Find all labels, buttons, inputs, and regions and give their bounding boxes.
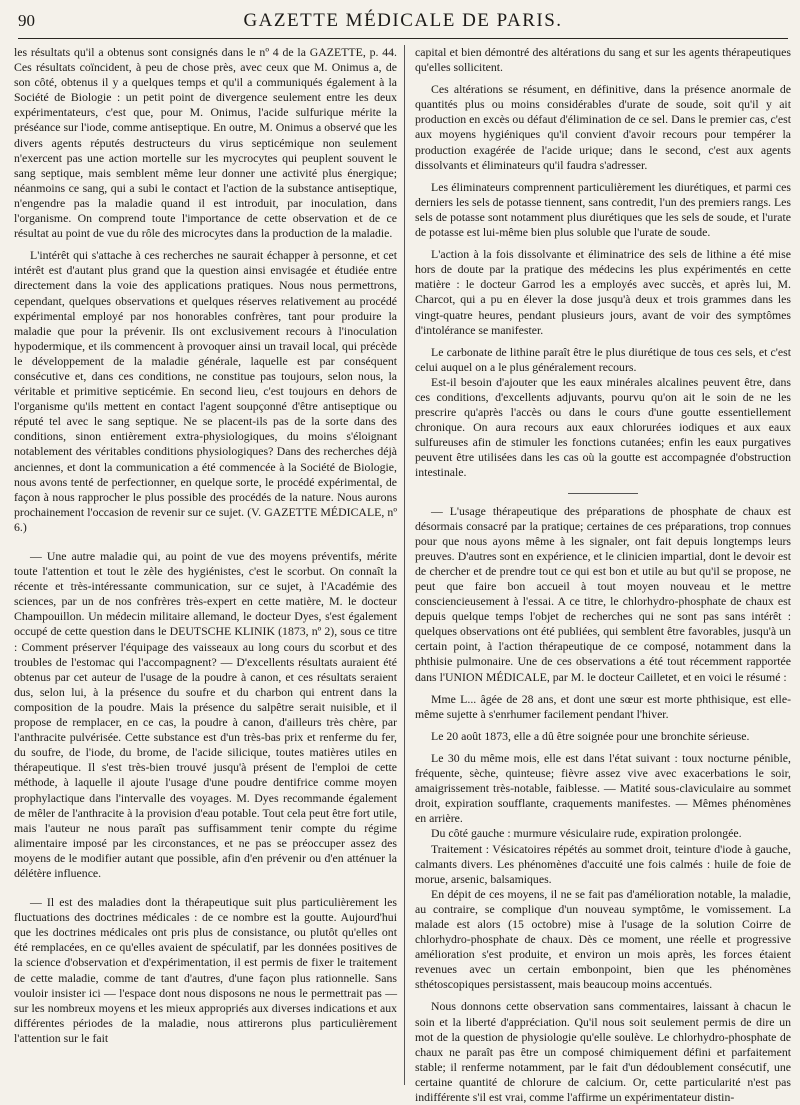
- page-header: [18, 10, 788, 39]
- right-column: [405, 45, 791, 1104]
- paragraph: Le 20 août 1873, elle a dû être soignée pour une bronchite sérieuse.: [431, 728, 750, 743]
- paragraph: L'action à la fois dissolvante et éliminatrice des sels de lithine a été mise hors de doute par la pratique des médecins les plus expérimentés en cette matière : le docteur Garrod les a employés avec succès, et après lui, M. Charcot, qui a pu en élever la dose jusqu'à deux et trois grammes dans les vingt-quatre heures, pendant plusieurs jours, avant de voir des symptômes d'intolérance se manifester.: [415, 247, 791, 337]
- journal-title: GAZETTE MÉDICALE DE PARIS.: [243, 10, 563, 31]
- paragraph: capital et bien démontré des altérations du sang et sur les agents thérapeutiques qu'elles sollicitent.: [415, 45, 791, 75]
- paragraph: — L'usage thérapeutique des préparations de phosphate de chaux est désormais consacré par la pratique; certaines de ces préparations, trop connues pour que nous ayons même à les signaler, ont fait depuis longtemps leurs preuves. D'autres sont en expérience, et le clinicien impartial, dont le devoir est de chercher et de prendre tout ce qui est bon et utile au but qu'il se propose, ne peut que faire bon accueil à tout moyen nouveau et le mettre consciencieusement à l'essai. A ce titre, le chlorhydro-phosphate de chaux est depuis quelque temps l'objet de recherches qui ne sont pas sans intérêt : quelques observations ont été publiées, qui semblent être favorables, jusqu'à un certain point, à l'action thérapeutique de ce composé, notamment dans la phthisie pulmonaire. Une de ces observations a été tout récemment rapportée dans l'UNION MÉDICALE, par M. le docteur Cailletet, et en voici le résumé :: [415, 503, 791, 684]
- paragraph: Traitement : Vésicatoires répétés au sommet droit, teinture d'iode à gauche, calmants divers. Les phénomènes d'accuité une fois calmés : huile de foie de morue, arsenic, balsamiques.: [415, 841, 791, 886]
- paragraph: Du côté gauche : murmure vésiculaire rude, expiration prolongée.: [431, 826, 742, 841]
- paragraph: Le 30 du même mois, elle est dans l'état suivant : toux nocturne pénible, fréquente, sèche, quinteuse; fièvre assez vive avec exacerbations le soir, amaigrissement très-notable, faiblesse. — Matité sous-claviculaire au sommet droit, expiration soufflante, craquements manifestes. — Mêmes phénomènes en arrière.: [415, 750, 791, 826]
- left-column: [14, 45, 405, 1085]
- paragraph: En dépit de ces moyens, il ne se fait pas d'amélioration notable, la maladie, au contraire, se complique d'un nouveau symptôme, le vomissement. La malade est alors (15 octobre) mise à l'usage de la solution Coirre de chlorhydro-phosphate de chaux. Dès ce moment, une réelle et progressive amélioration s'est produite, et environ un mois après, les forces étaient revenues avec un certain embonpoint, bien que les phénomènes sthétoscopiques persistassent, mais beaucoup moins accentués.: [415, 886, 791, 992]
- paragraph: Est-il besoin d'ajouter que les eaux minérales alcalines peuvent être, dans ces conditions, d'excellents adjuvants, pourvu qu'on ait le soin de ne les prescrire qu'après l'accès ou dans le cours d'une goutte essentiellement chronique. On aura recours aux eaux chlorurées iodiques et aux eaux sulfureuses afin de stimuler les fonctions cutanées; enfin les eaux purgatives peuvent être utilisées dans les cas où la goutte est accompagnée d'obstruction intestinale.: [415, 374, 791, 480]
- paragraph: les résultats qu'il a obtenus sont consignés dans le nº 4 de la GAZETTE, p. 44. Ces résultats coïncident, à peu de chose près, avec ceux que M. Onimus a, de son côté, obtenus il y a quelques temps et qu'il a communiqués également à la Société de Biologie : un petit point de divergence seulement entre les deux expérimentateurs, c'est que, pour M. Onimus, l'acide sulfurique mérite la préséance sur l'iode, comme antiseptique. En outre, M. Onimus a observé que les divers agents réputés destructeurs du virus septicémique non seulement n'exercent pas une action mortelle sur les mycrocytes qui peuplent souvent le sang septique, mais semblent même leur donner une activité plus énergique; néanmoins ce sang, qui a subi le contact et l'action de la substance antiseptique, n'engendre pas la maladie quand il est introduit, par inoculation, dans l'organisme. On comprend toute l'importance de cette observation et de ce résultat au point de vue du rôle des microcytes dans la production de la maladie.: [14, 45, 397, 241]
- paragraph: — Il est des maladies dont la thérapeutique suit plus particulièrement les fluctuations des doctrines médicales : de ce nombre est la goutte. Aujourd'hui que les doctrines médicales ont pris plus de consistance, ou plutôt qu'elles ont été remplacées, en ce qu'elles avaient de spéculatif, par les données positives de la science d'observation et d'expérimentation, il est permis de fixer le traitement de cette maladie, comme de tant d'autres, d'une façon plus rationnelle. Sans vouloir insister ici — l'espace dont nous disposons ne nous le permettrait pas — sur les nombreux moyens et les mieux appropriés aux diverses indications et aux différentes périodes de la maladie, nous attirerons plus particulièrement l'attention sur le fait: [14, 895, 397, 1045]
- text-columns: [14, 45, 792, 1104]
- page-number: 90: [18, 11, 35, 30]
- paragraph: — Une autre maladie qui, au point de vue des moyens préventifs, mérite toute l'attention et tout le zèle des hygiénistes, c'est le scorbut. On connaît la récente et très-intéressante communication, sur ce sujet, à l'Académie des sciences, par un de nos confrères très-expert en cette matière, M. le docteur Champouillon. Un médecin militaire allemand, le docteur Dyes, s'est également occupé de cette question dans le DEUTSCHE KLINIK (1873, nº 2), sous ce titre : Comment préserver l'équipage des vaisseaux au long cours du scorbut et des troubles de l'estomac qui l'accompagnent? — D'excellents résultats auraient été obtenus par cet auteur de l'usage de la poudre à canon, et ces résultats seraient dus, selon lui, à la présence du soufre et du charbon qui entrent dans la composition de la poudre. Mais la présence du salpêtre serait nuisible, et il propose de remplacer, en ce cas, la poudre à canon, d'ailleurs très chère, par l'anthracite pulvérisée. Cette substance est d'un très-bas prix et renferme du fer, du soufre, de l'iode, du brome, de l'acide silicique, toutes matières utiles en thérapeutique. Il s'est très-bien trouvé jusqu'à présent de l'emploi de cette méthode, à laquelle il ajoute l'usage d'une poudre dentifrice comme moyen prophylactique dans l'intervalle des voyages. M. Dyes recommande également de mêler de l'anthracite à la provision d'eau potable. Tout cela peut être fort utile, mais l'auteur ne nous paraît pas suffisamment tenir compte du régime alimentaire imposé par les circonstances, et ne pas se préoccuper assez des moyens de le modifier autant que possible, afin d'en prévenir ou d'en atténuer la délétère influence.: [14, 549, 397, 880]
- paragraph: Le carbonate de lithine paraît être le plus diurétique de tous ces sels, et c'est celui auquel on a le plus généralement recours.: [415, 344, 791, 374]
- paragraph: Ces altérations se résument, en définitive, dans la présence anormale de quantités plus ou moins considérables d'urate de soude, soit qu'il y ait production en excès ou défaut d'élimination de ce sel. Dans le premier cas, c'est aux moyens hygiéniques qu'il convient d'avoir recours pour tempérer la production exagérée de l'acide urique; dans le second, c'est aux agents dissolvants et éliminateurs qu'il faudra s'adresser.: [415, 82, 791, 172]
- paragraph: L'intérêt qui s'attache à ces recherches ne saurait échapper à personne, et cet intérêt est d'autant plus grand que la question ainsi envisagée et étudiée entre directement dans la voie des applications pratiques. Nous nous permettrons, cependant, quelques observations et quelques réserves relativement au procédé expérimental employé par nos honorables confrères, tant pour produire la maladie que pour la prévenir. Ils ont exclusivement recours à l'inoculation hypodermique, et ils commencent à provoquer ainsi un travail local, qui précède le développement de la maladie générale, laquelle est par conséquent consécutive et, dans ces conditions, ne constitue pas toujours, selon nous, la véritable et primitive septicémie. En second lieu, c'est toujours en dehors de l'organisme qu'ils mettent en contact l'agent soupçonné d'être antiseptique ou réputé tel avec le sang septique. Ne se placent-ils pas de la sorte dans des conditions, sinon entièrement extra-physiologiques, du moins s'éloignant notablement des véritables conditions physiologiques? Dans des recherches déjà anciennes, et dont la communication a été commencée à la Société de Biologie, nous avons tenté de perfectionner, en quelque sorte, le procédé expérimental, de façon à nous rapprocher le plus possible des procédés de la nature. Nous aurons prochainement l'occasion de revenir sur ce sujet. (V. GAZETTE MÉDICALE, nº 6.): [14, 248, 397, 534]
- paragraph: Les éliminateurs comprennent particulièrement les diurétiques, et parmi ces derniers les sels de potasse tiennent, sans contredit, l'un des premiers rangs. Les sels de potasse sont notamment plus diurétiques que les sels de soude, et l'urate de potasse est lui-même bien plus soluble que l'urate de soude.: [415, 179, 791, 240]
- section-divider: [568, 493, 638, 494]
- paragraph: Mme L... âgée de 28 ans, et dont une sœur est morte phthisique, est elle-même sujette à s'enrhumer facilement pendant l'hiver.: [415, 691, 791, 721]
- paragraph: Nous donnons cette observation sans commentaires, laissant à chacun le soin et la liberté d'appréciation. Qu'il nous soit seulement permis de dire un mot de la question de physiologie qu'elle soulève. Le chlorhydro-phosphate de chaux ne paraît pas être un composé chimiquement défini et parfaitement stable; il renferme notamment, par le fait d'un dédoublement consécutif, une certaine quantité de chlorure de calcium. Or, cette particularité n'est pas indifférente s'il est vrai, comme l'affirme un expérimentateur distin-: [415, 999, 791, 1104]
